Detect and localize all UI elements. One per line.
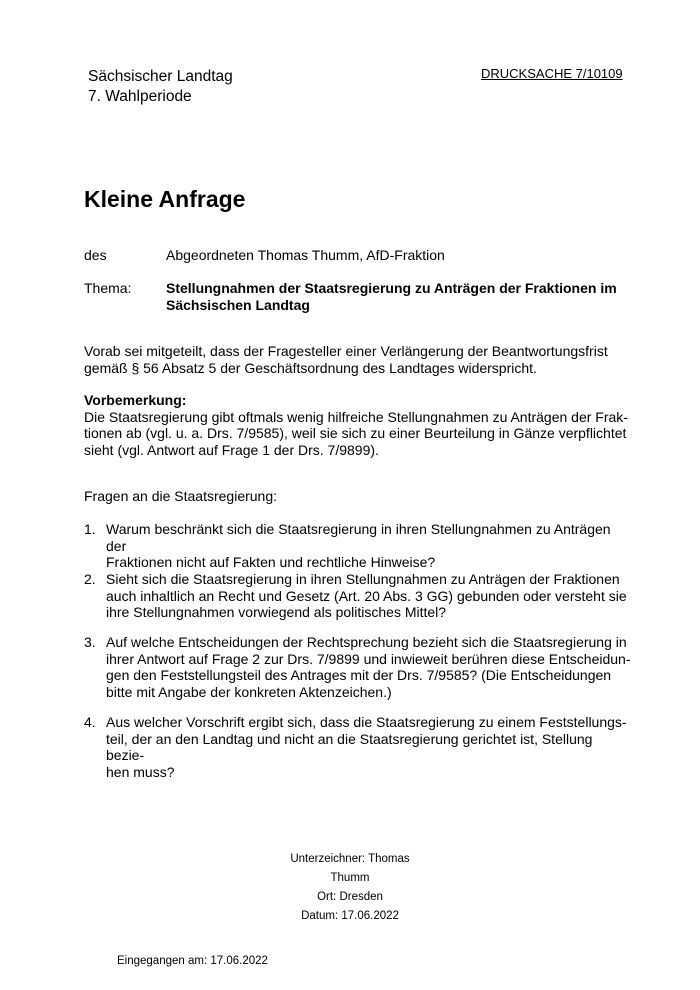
question-number: 2. [84, 571, 96, 587]
text-line: gen den Feststellungsteil des Antrages mit der Drs. 7/9585? (Die Entscheidungen [106, 667, 612, 683]
vorbemerkung-heading: Vorbemerkung: [84, 392, 187, 408]
question-text [106, 634, 634, 700]
drucksache-number: DRUCKSACHE 7/10109 [481, 66, 623, 81]
text-line: Vorab sei mitgeteilt, dass der Fragesteller einer Verlängerung der Beantwortungsfrist [84, 343, 608, 359]
thema-label: Thema: [84, 280, 132, 296]
text-line: Warum beschränkt sich die Staatsregierung in ihren Stellungnahmen zu Anträgen der [106, 521, 611, 554]
des-label: des [84, 247, 107, 263]
question-item [84, 714, 644, 780]
text-line: ihre Stellungnahmen vorwiegend als politisches Mittel? [106, 604, 447, 620]
document-title: Kleine Anfrage [84, 186, 246, 212]
question-text [106, 521, 634, 571]
text-line: gemäß § 56 Absatz 5 der Geschäftsordnung des Landtages widerspricht. [84, 359, 537, 376]
question-item [84, 521, 644, 570]
signer-line: Unterzeichner: Thomas [290, 853, 410, 865]
text-line: Aus welcher Vorschrift ergibt sich, dass die Staatsregierung zu einem Feststellungs- [106, 714, 627, 730]
text-line: Auf welche Entscheidungen der Rechtsprechung bezieht sich die Staatsregierung in [106, 634, 627, 650]
question-number: 3. [84, 634, 96, 650]
question-item [84, 571, 644, 621]
vorbemerkung-section [84, 392, 644, 458]
text-line: teil, der an den Landtag und nicht an die Staatsregierung gerichtet ist, Stellung bezie- [106, 730, 593, 763]
thema-line: Sächsischen Landtag [166, 296, 310, 313]
legislative-period: 7. Wahlperiode [88, 88, 192, 105]
institution-name: Sächsischer Landtag [88, 68, 233, 85]
text-line: ihrer Antwort auf Frage 2 zur Drs. 7/9899 und inwieweit berühren diese Entscheidun- [106, 650, 631, 667]
received-date: Eingegangen am: 17.06.2022 [117, 955, 268, 967]
thema-line: Stellungnahmen der Staatsregierung zu Anträgen der Fraktionen im [166, 280, 617, 296]
text-line: tionen ab (vgl. u. a. Drs. 7/9585), weil sie sich zu einer Beurteilung in Gänze verpflichtet [84, 425, 627, 441]
place-line: Ort: Dresden [317, 891, 383, 903]
thema-value [166, 280, 636, 313]
question-text [106, 571, 634, 621]
text-line: hen muss? [106, 763, 175, 780]
landtag-header [88, 67, 233, 107]
date-line: Datum: 17.06.2022 [301, 910, 399, 922]
signer-line: Thumm [330, 872, 370, 884]
question-number: 1. [84, 521, 96, 537]
text-line: Sieht sich die Staatsregierung in ihren Stellungnahmen zu Anträgen der Fraktionen [106, 571, 620, 587]
text-line: Fraktionen nicht auf Fakten und rechtliche Hinweise? [106, 554, 436, 570]
text-line: Die Staatsregierung gibt oftmals wenig hilfreiche Stellungnahmen zu Anträgen der Frak- [84, 408, 628, 425]
questions-intro: Fragen an die Staatsregierung: [84, 488, 278, 504]
author-value: Abgeordneten Thomas Thumm, AfD-Fraktion [166, 247, 445, 263]
text-line: sieht (vgl. Antwort auf Frage 1 der Drs. 7/9899). [84, 441, 379, 458]
question-number: 4. [84, 714, 96, 730]
text-line: auch inhaltlich an Recht und Gesetz (Art. 20 Abs. 3 GG) gebunden oder versteht sie [106, 587, 627, 604]
text-line: bitte mit Angabe der konkreten Aktenzeichen.) [106, 683, 392, 700]
signature-block [230, 850, 470, 926]
question-text [106, 714, 634, 780]
intro-paragraph [84, 343, 644, 376]
question-item [84, 634, 644, 701]
